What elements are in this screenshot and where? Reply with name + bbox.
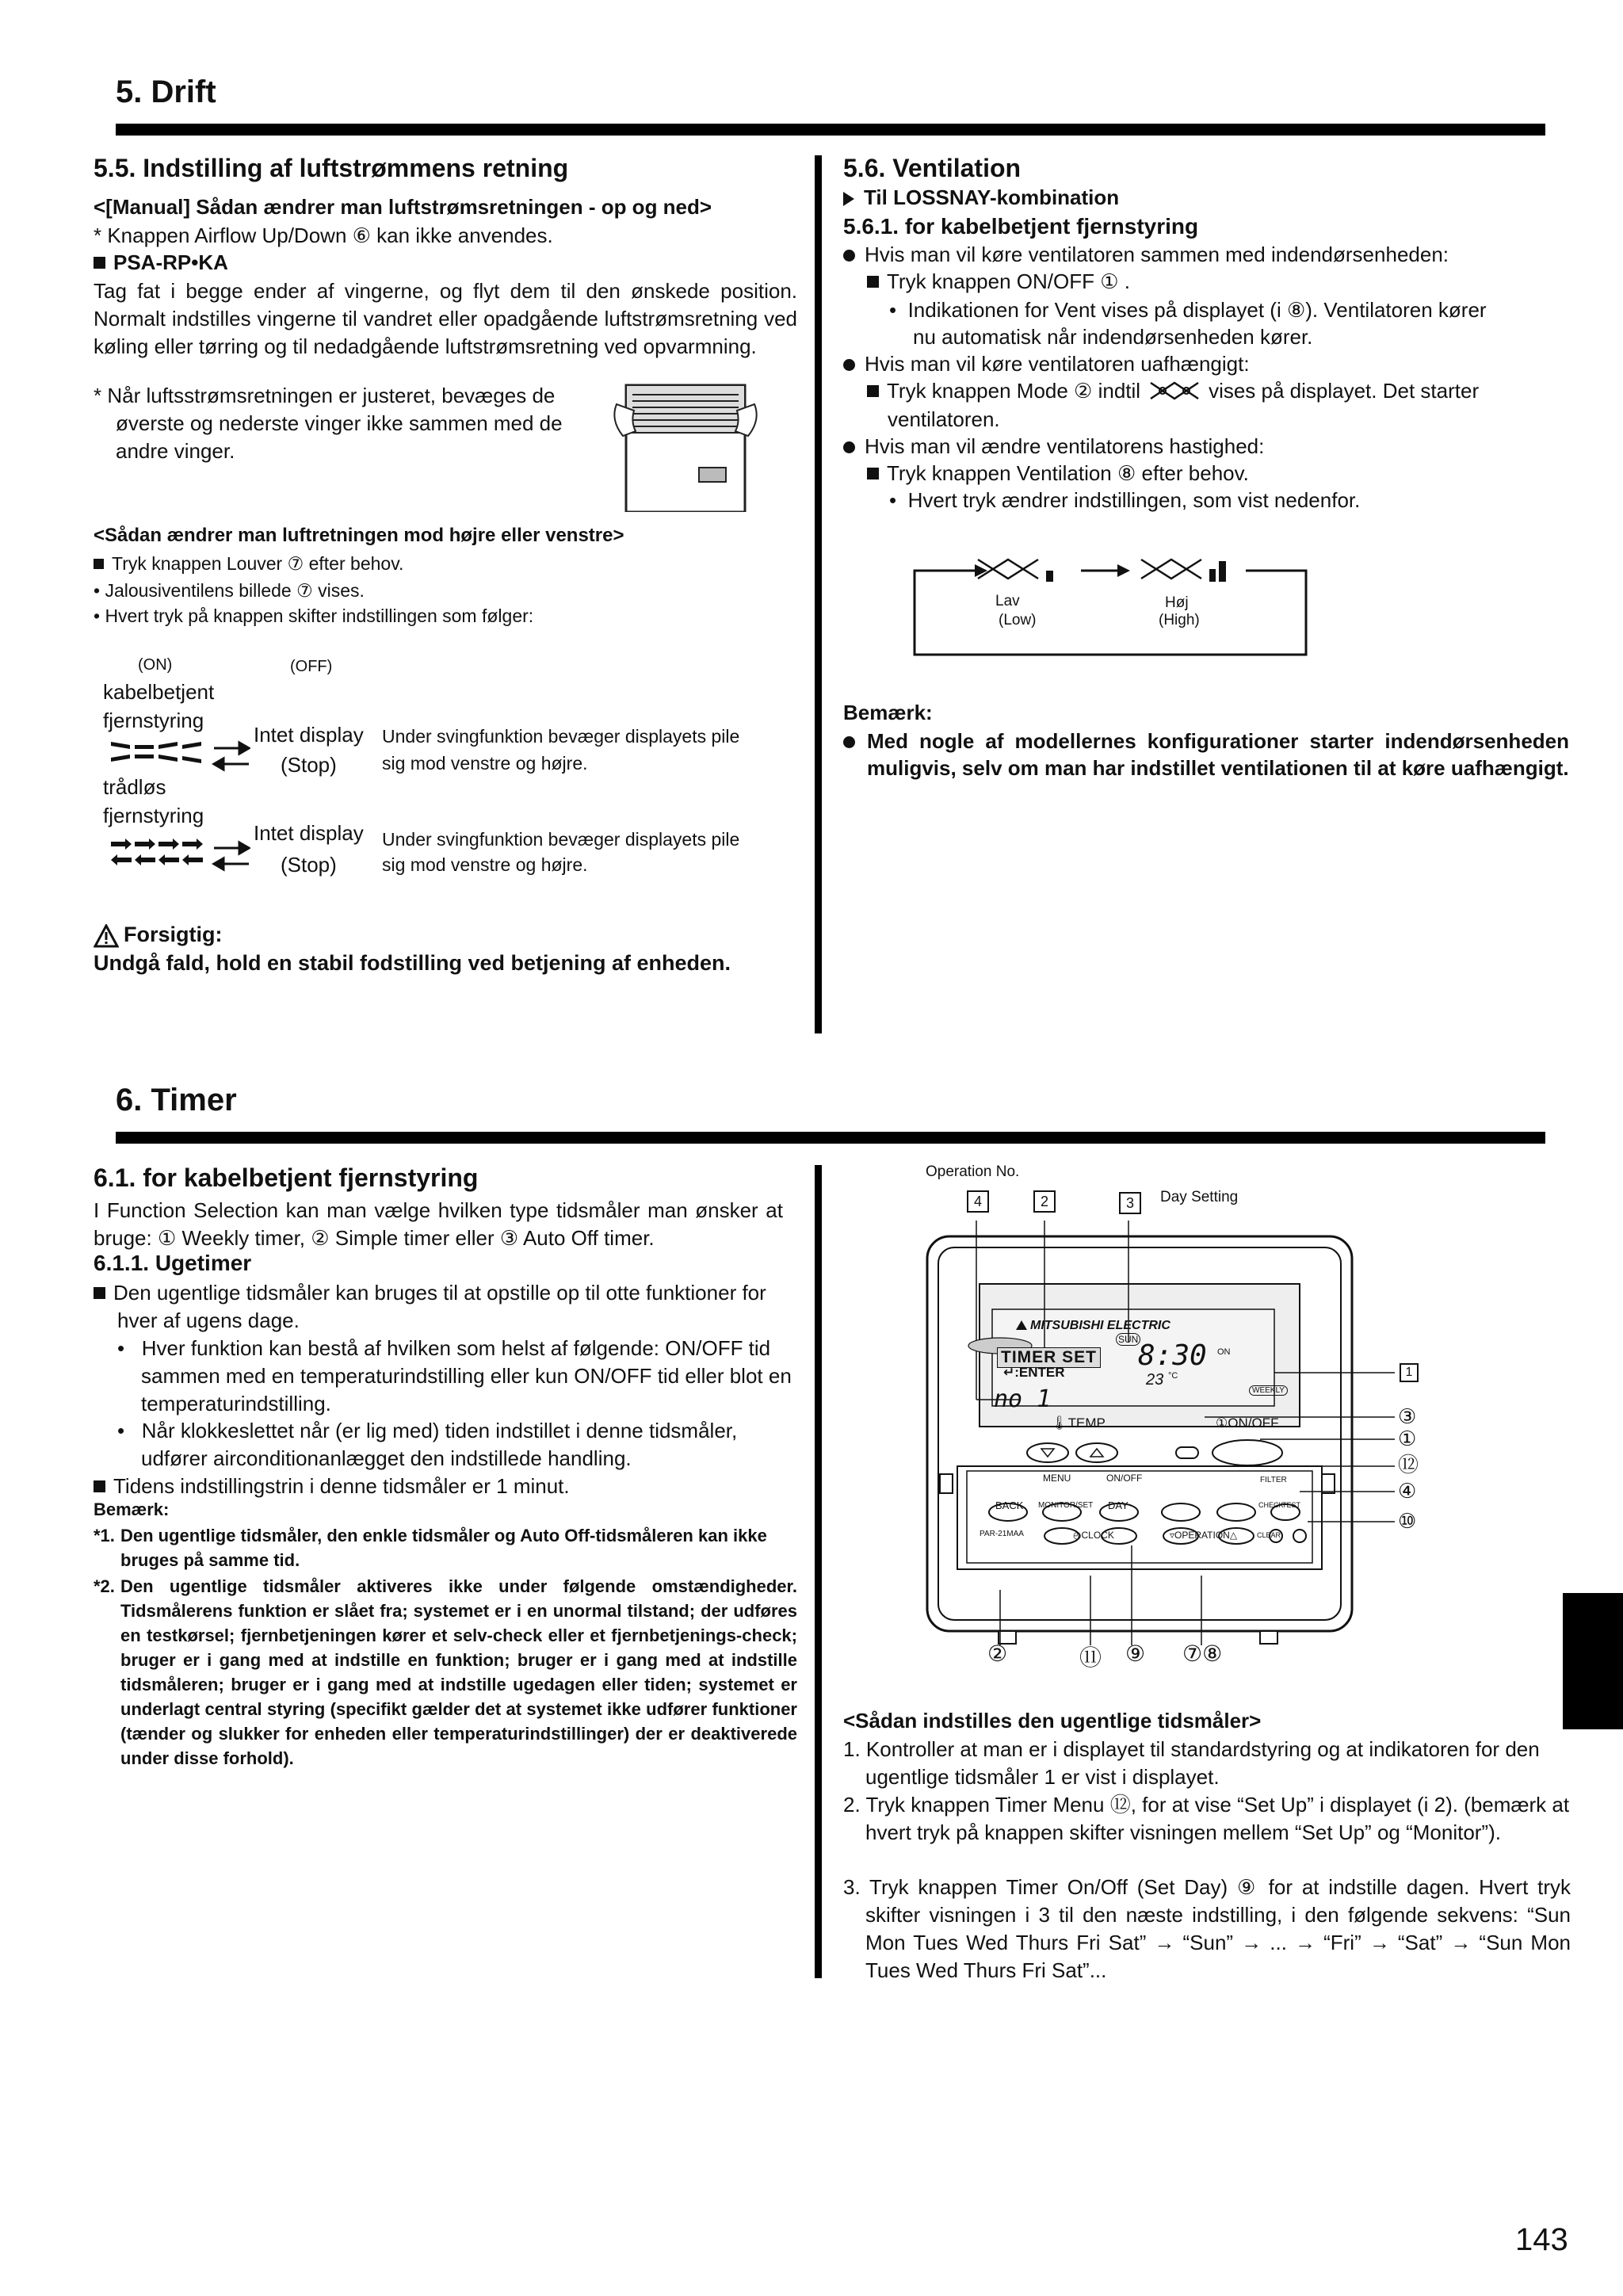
vent-low: Lav <box>995 593 1020 609</box>
s56-bullet-1b-2: nu automatisk når indendørsenheden kører. <box>913 325 1313 349</box>
off-label: (OFF) <box>290 658 333 675</box>
brand-logo-text: MITSUBISHI ELECTRIC <box>1016 1319 1170 1333</box>
day-setting-label: Day Setting <box>1160 1189 1239 1205</box>
check-label[interactable]: CHECK <box>1258 1501 1284 1509</box>
s56-title: 5.6. Ventilation <box>843 154 1022 182</box>
warning-icon <box>94 924 119 948</box>
side-tab-marker <box>1563 1593 1623 1729</box>
s55-lr-item-3: • Hvert tryk på knappen skifter indstillingen som følger: <box>94 606 534 626</box>
callout-r-10: ⑩ <box>1398 1509 1417 1533</box>
operation-no-label: Operation No. <box>926 1163 1020 1180</box>
s611-remark-2: *2. Den ugentlige tidsmåler aktiveres ikke under følgende omstændigheder. Tidsmålerens funktion er slået fra; systemet er i en unormal tilstand; der udføres en testkørsel; fjernbetjeningen kører et selv-check eller et fjernbetjenings-check; bruger er i gang med at indstille en funktion; bruger er i gang med at indstille tidsmåleren; bruger er i gang med at indstille ugedagen eller tiden; systemet er underlagt central styring (specifikt gælder det at systemet ikke udfører funktioner (tænder og slukker for enheden eller temperaturindstillinger) der er deaktiverede under disse forhold). <box>94 1576 797 1768</box>
lcd-celsius-unit: °C <box>1168 1371 1178 1381</box>
s56-lossnay: Til LOSSNAY-kombination <box>843 185 1119 210</box>
s56-subtitle: 5.6.1. for kabelbetjent fjernstyring <box>843 214 1199 239</box>
filter-label: FILTER <box>1260 1476 1287 1484</box>
section-5-rule <box>116 124 1545 136</box>
lcd-sun: SUN <box>1116 1333 1140 1346</box>
callout-r-4: ④ <box>1398 1479 1417 1503</box>
weekly-heading: <Sådan indstilles den ugentlige tidsmåler> <box>843 1709 1262 1733</box>
test-label[interactable]: TEST <box>1282 1501 1301 1509</box>
vent-low-en: (Low) <box>999 612 1037 628</box>
s56-bullet-1a: Tryk knappen ON/OFF ① . <box>867 268 1130 296</box>
s55-lr-item-2: • Jalousiventilens billede ⑦ vises. <box>94 580 365 601</box>
temp-label: 🌡TEMP. <box>1051 1415 1108 1431</box>
wireless-stop: (Stop) <box>281 853 337 877</box>
s56-bullet-2: Hvis man vil køre ventilatoren uafhængigt: <box>843 350 1250 378</box>
s55-title: 5.5. Indstilling af luftstrømmens retning <box>94 154 569 182</box>
wireless-label-2: fjernstyring <box>103 804 204 827</box>
vent-high-en: (High) <box>1159 612 1200 628</box>
lcd-enter: ↵:ENTER <box>1003 1365 1065 1380</box>
callout-r-1b: ① <box>1398 1427 1417 1450</box>
s56-bullet-3a: Tryk knappen Ventilation ⑧ efter behov. <box>867 460 1249 487</box>
s55-lr-heading: <Sådan ændrer man luftretningen mod højre eller venstre> <box>94 525 624 546</box>
clear-label: CLEAR <box>1257 1531 1281 1539</box>
lcd-operation-no: no 1 <box>994 1385 1052 1413</box>
callout-r-3: ③ <box>1398 1404 1417 1428</box>
wireless-swing-1: Under svingfunktion bevæger displayets pile <box>382 829 740 850</box>
lcd-time: 8:30 <box>1138 1339 1207 1372</box>
callout-b-9: ⑨ <box>1125 1641 1146 1666</box>
caution-title: Forsigtig: <box>124 923 223 946</box>
s61-title: 6.1. for kabelbetjent fjernstyring <box>94 1163 479 1192</box>
operation-label: ▿OPERATION△ <box>1170 1530 1238 1541</box>
s56-remark-title: Bemærk: <box>843 701 933 724</box>
s56-bullet-2a-2: ventilatoren. <box>888 407 1000 431</box>
wireless-louver-arrows-icon <box>108 837 250 873</box>
section-5-title: 5. Drift <box>116 74 216 109</box>
on-label: (ON) <box>138 656 173 674</box>
callout-b-2: ② <box>987 1641 1008 1666</box>
wired-label-1: kabelbetjent <box>103 680 215 704</box>
fan-mode-icon <box>1147 379 1202 403</box>
s611-p1b: • Når klokkeslettet når (er lig med) tiden indstillet i denne tidsmåler, udfører airconditionanlægget den indstillede handling. <box>117 1419 738 1470</box>
weekly-step-2: 2. Tryk knappen Timer Menu ⑫, for at vise “Set Up” i displayet (i 2). (bemærk at hvert tryk på knappen skifter visningen mellem “Set Up” og “Monitor”). <box>843 1793 1570 1844</box>
column-divider-2 <box>815 1165 822 1978</box>
s56-bullet-1b-1: • Indikationen for Vent vises på displayet (i ⑧). Ventilatoren kører <box>889 298 1487 322</box>
column-divider <box>815 155 822 1033</box>
s611-p2: Tidens indstillingstrin i denne tidsmåler er 1 minut. <box>94 1473 570 1500</box>
lcd-on: ON <box>1217 1347 1231 1357</box>
wired-stop: (Stop) <box>281 753 337 777</box>
onoff-label: ①ON/OFF <box>1216 1415 1279 1431</box>
callout-3: 3 <box>1119 1192 1141 1214</box>
section-6-title: 6. Timer <box>116 1083 237 1117</box>
ventilation-cycle-diagram <box>913 547 1317 658</box>
section-6-rule <box>116 1132 1545 1144</box>
monitor-set-label[interactable]: MONITOR/SET <box>1038 1501 1094 1510</box>
s55-note1: * Knappen Airflow Up/Down ⑥ kan ikke anvendes. <box>94 223 553 247</box>
wired-swing-1: Under svingfunktion bevæger displayets pile <box>382 726 740 747</box>
s611-p1a: • Hver funktion kan bestå af hvilken som helst af følgende: ON/OFF tid sammen med en temperaturindstilling eller kun ON/OFF tid eller blot en temperaturindstilling. <box>117 1336 792 1415</box>
callout-b-11: ⑪ <box>1079 1645 1102 1670</box>
back-button-label[interactable]: BACK <box>995 1499 1024 1511</box>
s55-manual-heading: <[Manual] Sådan ændrer man luftstrømsretningen - op og ned> <box>94 195 712 219</box>
wired-louver-arrows-icon <box>108 737 250 772</box>
remote-controller-diagram <box>919 1205 1395 1648</box>
indoor-unit-illustration <box>602 369 761 512</box>
weekly-step-1: 1. Kontroller at man er i displayet til standardstyring og at indikatoren for den ugentlige tidsmåler 1 er vist i displayet. <box>843 1737 1540 1789</box>
s55-lr-item-1: Tryk knappen Louver ⑦ efter behov. <box>94 552 403 575</box>
s61-intro: I Function Selection kan man vælge hvilken type tidsmåler man ønsker at bruge: ① Weekly timer, ② Simple timer eller ③ Auto Off timer. <box>94 1198 783 1250</box>
s611-remark-title: Bemærk: <box>94 1499 170 1519</box>
wireless-no-display: Intet display <box>254 821 364 845</box>
callout-r-1: 1 <box>1400 1363 1419 1382</box>
page-number: 143 <box>1515 2222 1568 2257</box>
s56-remark: Med nogle af modellernes konfigurationer starter indendørsenheden muligvis, selv om man har indstillet ventilationen til at køre uafhængigt. <box>843 728 1569 781</box>
lcd-temp: 23 <box>1146 1371 1164 1389</box>
day-button-label[interactable]: DAY <box>1108 1499 1128 1511</box>
vent-high: Høj <box>1165 594 1189 611</box>
s56-bullet-3b: • Hvert tryk ændrer indstillingen, som vist nedenfor. <box>889 488 1361 512</box>
model-label: PAR-21MAA <box>980 1530 1024 1538</box>
s55-model: PSA-RP•KA <box>94 249 228 277</box>
weekly-step-3: 3. Tryk knappen Timer On/Off (Set Day) ⑨ for at indstille dagen. Hvert tryk skifter visningen i 3 til den næste indstilling, i den følgende sekvens: “Sun Mon Tues Wed Thurs Fri Sat” → “Sun” → ... → “Fri” → “Sat” → “Sun Mon Tues Wed Thurs Fri Sat”... <box>843 1875 1571 1982</box>
wired-no-display: Intet display <box>254 723 364 747</box>
callout-r-12: ⑫ <box>1398 1453 1419 1477</box>
menu-label: MENU <box>1043 1473 1071 1484</box>
clock-label: ◴CLOCK <box>1073 1530 1114 1541</box>
lcd-timer-set: TIMER SET <box>997 1347 1101 1368</box>
wired-label-2: fjernstyring <box>103 709 204 732</box>
s56-bullet-3: Hvis man vil ændre ventilatorens hastighed: <box>843 433 1264 460</box>
lcd-weekly: WEEKLY <box>1249 1385 1288 1396</box>
s56-bullet-2a: Tryk knappen Mode ② indtil vises på displayet. Det starter <box>867 377 1479 405</box>
caution-text: Undgå fald, hold en stabil fodstilling ved betjening af enheden. <box>94 951 731 975</box>
wired-swing-2: sig mod venstre og højre. <box>382 753 588 774</box>
s55-note2: * Når luftsstrømsretningen er justeret, bevæges de øverste og nederste vinger ikke sammen med de andre vinger. <box>94 384 563 463</box>
onoff2-label: ON/OFF <box>1106 1473 1143 1484</box>
callout-4: 4 <box>967 1190 989 1213</box>
s611-remark-1: *1. Den ugentlige tidsmåler, den enkle tidsmåler og Auto Off-tidsmåleren kan ikke bruges på samme tid. <box>94 1526 767 1570</box>
callout-2: 2 <box>1033 1190 1056 1213</box>
s611-p1: Den ugentlige tidsmåler kan bruges til at opstille op til otte funktioner for hver af ugens dage. <box>94 1279 807 1335</box>
s56-bullet-1: Hvis man vil køre ventilatoren sammen med indendørsenheden: <box>843 241 1449 269</box>
s55-paragraph: Tag fat i begge ender af vingerne, og flyt dem til den ønskede position. Normalt indstilles vingerne til vandret eller opadgående luftstrømsretning ved køling eller tørring og til nedadgående luftstrømsretning ved opvarmning. <box>94 279 797 358</box>
wireless-swing-2: sig mod venstre og højre. <box>382 854 588 875</box>
wireless-label-1: trådløs <box>103 775 166 799</box>
callout-b-78: ⑦⑧ <box>1182 1641 1223 1666</box>
s611-title: 6.1.1. Ugetimer <box>94 1251 252 1275</box>
